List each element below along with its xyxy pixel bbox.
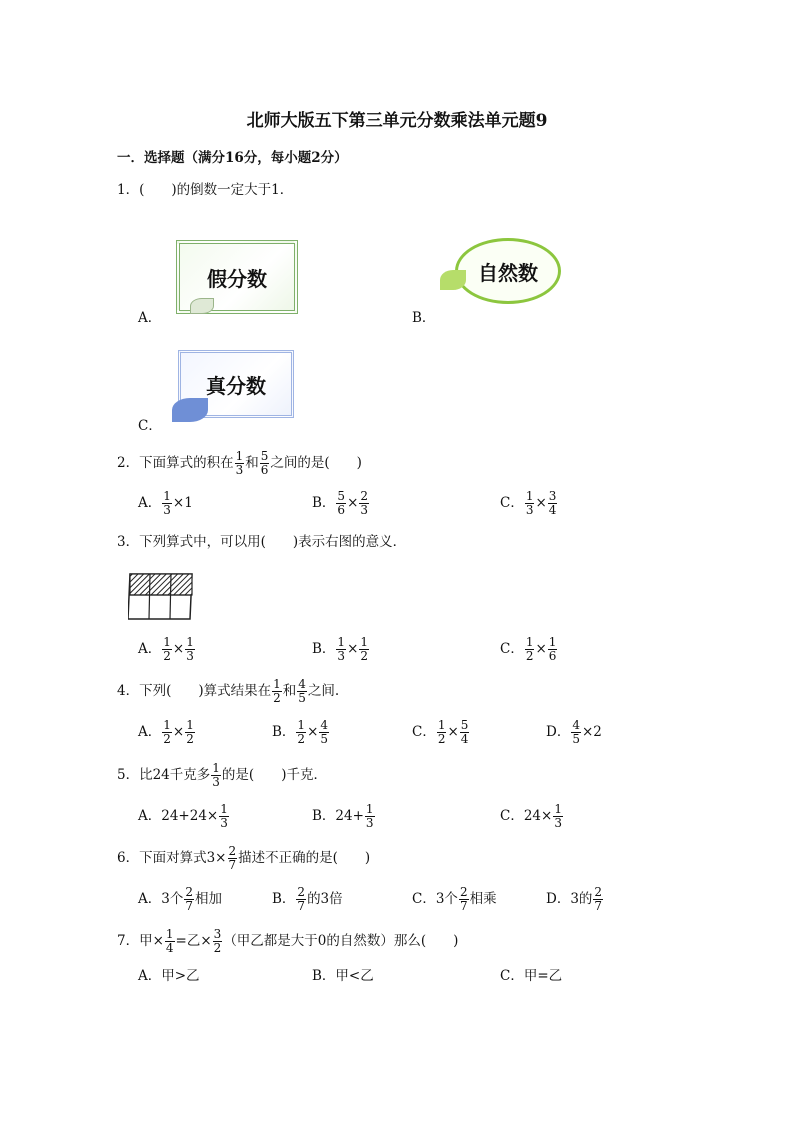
leaf-decoration-icon [190,298,214,314]
q1-option-b[interactable]: B． [412,310,436,326]
q5-option-c[interactable]: C．24× $\frac{1}{3}$ [500,802,562,830]
q2-option-b[interactable]: B． $\frac{5}{6}$ × $\frac{2}{3}$ [312,489,369,517]
option-card-natural-number[interactable] [455,238,561,304]
q6-option-a[interactable]: A．3个 $\frac{2}{7}$ 相加 [138,885,222,913]
card-label: 自然数 [478,260,538,285]
q1-option-a[interactable]: A． [138,310,162,326]
leaf-decoration-icon [172,398,208,422]
q4-option-c[interactable]: C． $\frac{1}{2}$ × $\frac{5}{4}$ [412,718,469,746]
q2-option-a[interactable]: A． $\frac{1}{3}$ ×1 [138,489,193,517]
q4-stem: 4．下列( )算式结果在 $\frac{1}{2}$ 和 $\frac{4}{5}$ 之间. [117,677,340,705]
q1-stem: 1．( )的倒数一定大于1． [117,182,294,198]
card-label: 真分数 [206,373,266,398]
q7-option-b[interactable]: B．甲<乙 [312,968,374,984]
q3-option-c[interactable]: C． $\frac{1}{2}$ × $\frac{1}{6}$ [500,635,557,663]
fraction-grid-figure [128,572,194,622]
q6-stem: 6．下面对算式3× $\frac{2}{7}$ 描述不正确的是( ) [117,844,371,872]
stem-text: 之间的是( ) [270,455,362,471]
q4-option-d[interactable]: D． $\frac{4}{5}$ ×2 [546,718,602,746]
q1-option-c[interactable]: C． [138,418,162,434]
card-label: 假分数 [207,266,267,291]
q5-option-b[interactable]: B．24+ $\frac{1}{3}$ [312,802,374,830]
q7-option-a[interactable]: A．甲>乙 [138,968,200,984]
q3-option-a[interactable]: A． $\frac{1}{2}$ × $\frac{1}{3}$ [138,635,194,663]
q4-option-a[interactable]: A． $\frac{1}{2}$ × $\frac{1}{2}$ [138,718,194,746]
q6-option-d[interactable]: D．3的 $\frac{2}{7}$ [546,885,603,913]
fraction: $\frac{5}{6}$ [260,449,269,477]
flower-decoration-icon [440,270,466,290]
q2-option-c[interactable]: C． $\frac{1}{3}$ × $\frac{3}{4}$ [500,489,557,517]
fraction: $\frac{1}{3}$ [235,449,244,477]
q7-option-c[interactable]: C．甲=乙 [500,968,563,984]
q3-option-b[interactable]: B． $\frac{1}{3}$ × $\frac{1}{2}$ [312,635,369,663]
q3-stem: 3．下列算式中，可以用( )表示右图的意义． [117,534,407,550]
stem-text: 2．下面算式的积在 [117,455,234,471]
q5-option-a[interactable]: A．24+24× $\frac{1}{3}$ [138,802,228,830]
q2-stem [117,450,362,477]
q5-stem: 5．比24千克多 $\frac{1}{3}$ 的是( )千克． [117,761,327,789]
q6-option-b[interactable]: B． $\frac{2}{7}$ 的3倍 [272,885,343,913]
page-title: 北师大版五下第三单元分数乘法单元题9 [246,111,548,131]
section-heading: 一．选择题（满分16分，每小题2分） [117,150,348,166]
q6-option-c[interactable]: C．3个 $\frac{2}{7}$ 相乘 [412,885,497,913]
stem-text: 和 [245,455,259,471]
q4-option-b[interactable]: B． $\frac{1}{2}$ × $\frac{4}{5}$ [272,718,329,746]
q7-stem: 7．甲× $\frac{1}{4}$ =乙× $\frac{3}{2}$ （甲乙都是大于0的自然数）那么( ) [117,927,459,955]
